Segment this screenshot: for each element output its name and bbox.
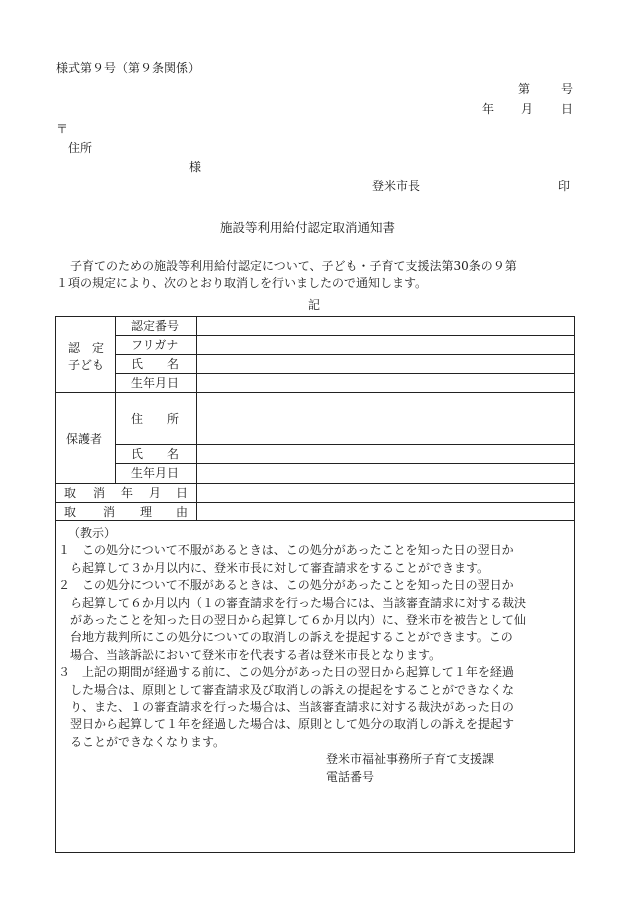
ki-heading: 記 <box>308 298 321 312</box>
notice-line: 台地方裁判所にこの処分についての取消しの訴えを提起することができます。この <box>58 630 513 645</box>
intro-line: １項の規定により、次のとおり取消しを行いましたので通知します。 <box>56 276 428 290</box>
child-group-label-1: 認 定 <box>68 341 105 355</box>
postal-mark: 〒 <box>56 122 69 136</box>
honorific-sama: 様 <box>189 160 202 174</box>
notice-line: ら起算して６か月以内（１の審査請求を行った場合には、当該審査請求に対する裁決 <box>58 595 527 610</box>
address-label: 住所 <box>68 141 93 155</box>
appeal-notice <box>58 525 574 751</box>
mayor-title: 登米市長 <box>372 179 421 193</box>
notice-line: 場合、当該訴訟において登米市を代表する者は登米市長となります。 <box>58 647 442 662</box>
seal-mark: 印 <box>558 179 571 193</box>
row-label-guardian-name: 氏 名 <box>131 447 180 461</box>
document-title: 施設等利用給付認定取消通知書 <box>220 220 396 235</box>
guardian-group-label: 保護者 <box>66 432 103 446</box>
notice-line: ることができなくなります。 <box>58 734 226 749</box>
row-label-furigana: フリガナ <box>131 338 179 352</box>
row-label-child-name: 氏 名 <box>131 357 180 371</box>
row-label-guardian-birthdate: 生年月日 <box>131 466 180 480</box>
notice-line: があったことを知った日の翌日から起算して６か月以内）に、登米市を被告として仙 <box>58 613 526 628</box>
notice-heading: （教示） <box>68 526 117 540</box>
child-group-label-2: 子ども <box>68 358 105 372</box>
row-label-child-birthdate: 生年月日 <box>131 376 180 390</box>
date-day: 日 <box>561 102 574 116</box>
notice-line: 翌日から起算して１年を経過した場合は、原則として処分の取消しの訴えを提起す <box>58 717 515 732</box>
notice-line: した場合は、原則として審査請求及び取消しの訴えの提起をすることができなくな <box>58 682 515 697</box>
notice-line: ２ この処分について不服があるときは、この処分があったことを知った日の翌日か <box>58 578 514 593</box>
row-label-guardian-address: 住 所 <box>131 412 180 426</box>
date-year: 年 <box>482 102 495 116</box>
notice-line: １ この処分について不服があるときは、この処分があったことを知った日の翌日か <box>58 543 514 558</box>
document-number-go: 号 <box>561 82 574 96</box>
intro-line: 子育てのための施設等利用給付認定について、子ども・子育て支援法第30条の９第 <box>70 259 517 273</box>
form-number: 様式第９号（第９条関係） <box>56 61 201 75</box>
notice-line: り、また、１の審査請求を行った場合は、当該審査請求に対する裁決があった日の <box>58 700 514 715</box>
date-month: 月 <box>521 102 534 116</box>
notice-line: ら起算して３か月以内に、登米市長に対して審査請求をすることができます。 <box>58 560 490 575</box>
document-number-dai: 第 <box>518 82 531 96</box>
phone-label: 電話番号 <box>326 770 375 784</box>
office-name: 登米市福祉事務所子育て支援課 <box>326 752 495 766</box>
notice-line: ３ 上記の期間が経過する前に、この処分があった日の翌日から起算して１年を経過 <box>58 665 514 680</box>
intro-paragraph <box>56 258 578 292</box>
row-label-cert-number: 認定番号 <box>131 319 180 333</box>
